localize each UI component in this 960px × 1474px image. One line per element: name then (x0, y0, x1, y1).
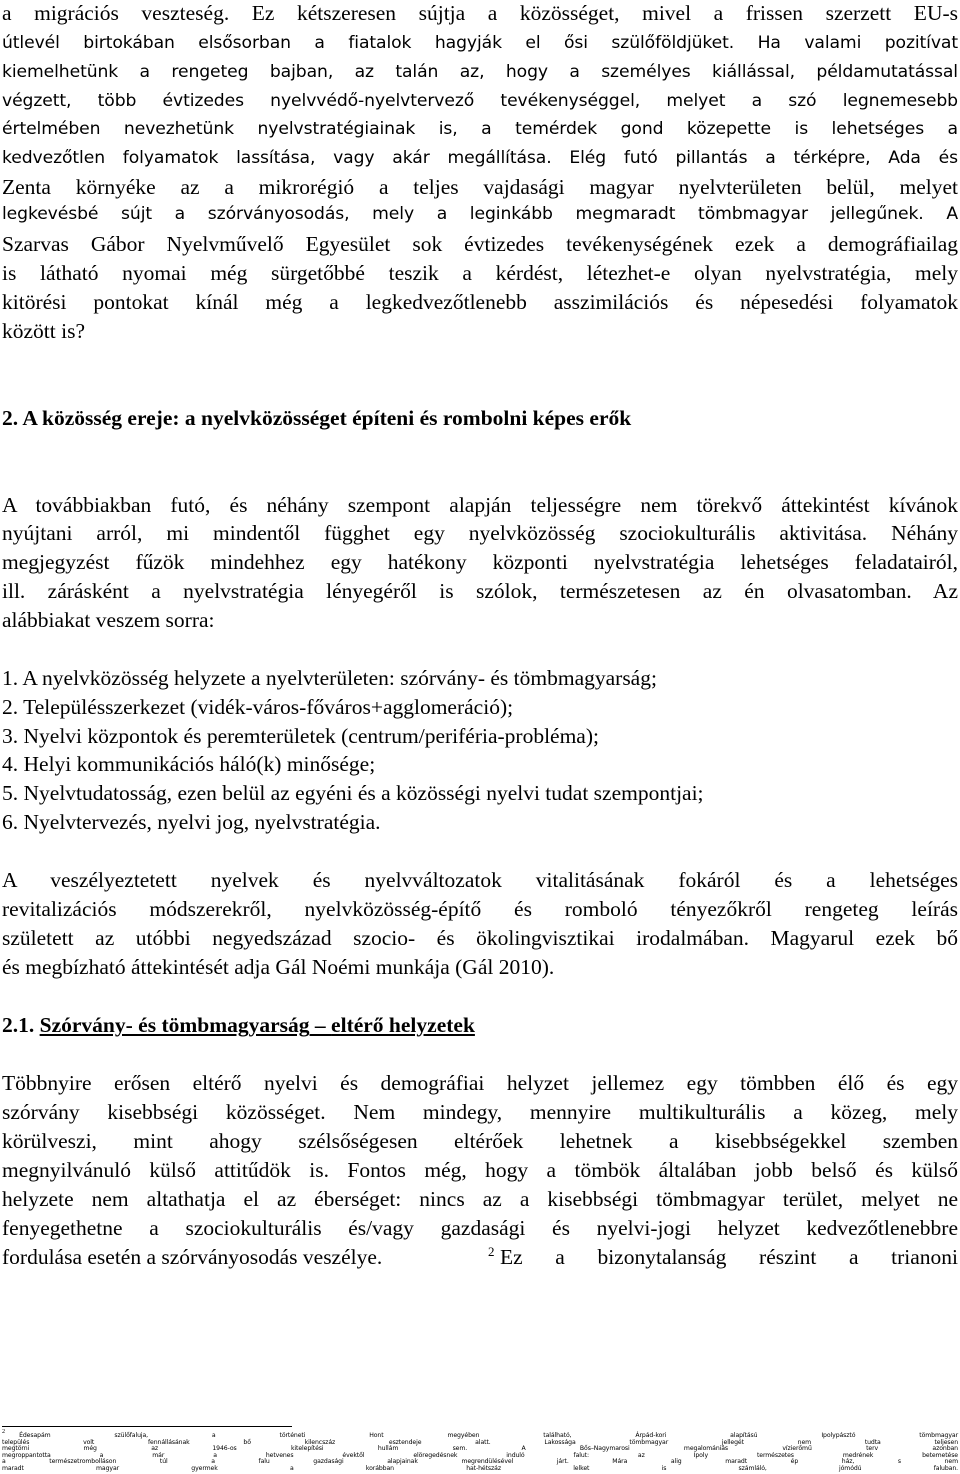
text-line: között is? (2, 319, 85, 343)
text-line: Szarvas Gábor Nyelvművelő Egyesület sok évtizedes tevékenységének ezek a demográfiailag (2, 232, 958, 256)
footnote-number: 2 (2, 1429, 6, 1435)
text-line: település volt fennállásának bő kilencszáz esztendeje alatt. Lakossága tömbmagyar jellegét nem tudta teljesen (2, 1438, 958, 1446)
text-line: szórvány kisebbségi közösséget. Nem mindegy, mennyire multikulturális a közeg, mely (2, 1100, 958, 1124)
footnote-separator (2, 1426, 292, 1427)
text-line: kiemelhetünk a rengeteg bajban, az talán az, hogy a személyes kiállással, példamutatással (2, 62, 958, 82)
text-line: a migrációs veszteség. Ez kétszeresen sújtja a közösséget, mivel a frissen szerzett EU-s (2, 1, 958, 25)
text-line: revitalizációs módszerekről, nyelvközösség-építő és romboló tényezőkről rengeteg leírás (2, 897, 958, 921)
text-segment (2, 1247, 488, 1269)
section-heading: 2. A közösség ereje: a nyelvközösséget építeni és rombolni képes erők (2, 406, 632, 430)
text-line: alábbiakat veszem sorra: (2, 608, 215, 632)
text-line: legkevésbé sújt a szórványosodás, mely a leginkább megmaradt tömbmagyar jellegűnek. A (2, 204, 958, 224)
text-line: megjegyzést fűzök mindehhez egy hatékony központi nyelvstratégia lehetséges feladatairól, (2, 550, 958, 574)
text-line: született az utóbbi negyedszázad szocio- és ökolingvisztikai irodalmában. Magyarul ezek bő (2, 926, 958, 950)
subsection-title-underlined: Szórvány- és tömbmagyarság (39, 1013, 310, 1037)
list-item: 2. Településszerkezet (vidék-város-főváros+agglomeráció); (2, 695, 514, 719)
text-line: A továbbiakban futó, és néhány szempont alapján teljességre nem törekvő áttekintést kívánok (2, 493, 958, 517)
text-word-group: fordulása esetén a szórványosodás veszélye. (2, 1245, 383, 1269)
subsection-heading (2, 1015, 958, 1037)
text-line: Zenta környéke az a mikrorégió a teljes vajdasági magyar nyelvterületen belül, melyet (2, 175, 958, 199)
list-item: 1. A nyelvközösség helyzete a nyelvterületen: szórvány- és tömbmagyarság; (2, 666, 657, 690)
text-segment: Ez a bizonytalanság részint a trianoni (500, 1245, 958, 1269)
text-line: kitörési pontokat kínál még a legkedvezőtlenebb asszimilációs és népesedési folyamatok (2, 290, 958, 314)
text-line: értelmében nevezhetünk nyelvstratégiainak is, a temérdek gond közepette is lehetséges a (2, 119, 958, 139)
list-item: 6. Nyelvtervezés, nyelvi jog, nyelvstratégia. (2, 810, 381, 834)
footnote-ref-number[interactable]: 2 (488, 1244, 495, 1259)
text-line: megtörni még az 1946-os kitelepítési hullám sem. A Bős–Nagymarosi megalomániás vízierőmű terv azonban (2, 1445, 958, 1452)
subsection-title-dash: – (309, 1013, 332, 1037)
text-line: A veszélyeztetett nyelvek és nyelvváltozatok vitalitásának fokáról és a lehetséges (2, 868, 958, 892)
text-line: végzett, több évtizedes nyelvvédő-nyelvtervező tevékenységgel, melyet a szó legnemesebb (2, 91, 958, 111)
text-line: megnyilvánuló külső attitűdök is. Fontos még, hogy a tömbök általában jobb belső és külső (2, 1158, 958, 1182)
subsection-number: 2.1. (2, 1013, 40, 1037)
text-line (2, 1244, 958, 1269)
subsection-title-rest: eltérő helyzetek (331, 1013, 475, 1037)
text-line: a természetrombolláson túl a falu gazdasági alapjainak megrendülésével járt. Mára alig maradt ép ház, s nem (2, 1458, 958, 1465)
text-line: kedvezőtlen folyamatok lassítása, vagy akár megállítása. Elég futó pillantás a térképre, Ada és (2, 148, 958, 168)
text-line: Többnyire erősen eltérő nyelvi és demográfiai helyzet jellemez egy tömbben élő és egy (2, 1071, 958, 1095)
list-item: 4. Helyi kommunikációs háló(k) minősége; (2, 752, 376, 776)
list-item: 3. Nyelvi központok és peremterületek (centrum/periféria-probléma); (2, 724, 599, 748)
text-line: körülveszi, mint ahogy szélsőségesen eltérőek lehetnek a kisebbségekkel szemben (2, 1129, 958, 1153)
text-line: helyzete nem altathatja el az éberséget: nincs az a kisebbségi tömbmagyar terület, melyet ne (2, 1187, 958, 1211)
text-line: is látható nyomai még sürgetőbbé teszik a kérdést, létezhet-e olyan nyelvstratégia, mely (2, 261, 958, 285)
text-line: megroppantotta a már a hetvenes évektől elöregedésnek induló falut: az Ipoly természetes medrének betemetése (2, 1451, 958, 1459)
text-line: fenyegethetne a szociokulturális és/vagy gazdasági és nyelvi-jogi helyzet kedvezőtlenebbre (2, 1216, 958, 1240)
text-line: Édesapám szülőfaluja, a történeti Hont megyében található, Árpád-kori alapítású Ipolypásztó tömbmagyar (19, 1432, 958, 1439)
list-item: 5. Nyelvtudatosság, ezen belül az egyéni és a közösségi nyelvi tudat szempontjai; (2, 781, 704, 805)
text-line: maradt magyar gyermek a korábban hat-hétszáz lelket is számláló, jómódú faluban. (2, 1464, 958, 1472)
text-line: ill. zárásként a nyelvstratégia lényegéről is szólok, természetesen az én olvasatomban. Az (2, 579, 958, 603)
text-line: nyújtani arról, mi mindentől függhet egy nyelvközösség szociokulturális aktivitása. Néhány (2, 521, 958, 545)
footnote-reference[interactable] (488, 1244, 495, 1269)
text-line: és megbízható áttekintését adja Gál Noémi munkája (Gál 2010). (2, 955, 555, 979)
text-line: útlevél birtokában elsősorban a fiatalok hagyják el ősi szülőföldjüket. Ha valami pozitívat (2, 33, 958, 53)
